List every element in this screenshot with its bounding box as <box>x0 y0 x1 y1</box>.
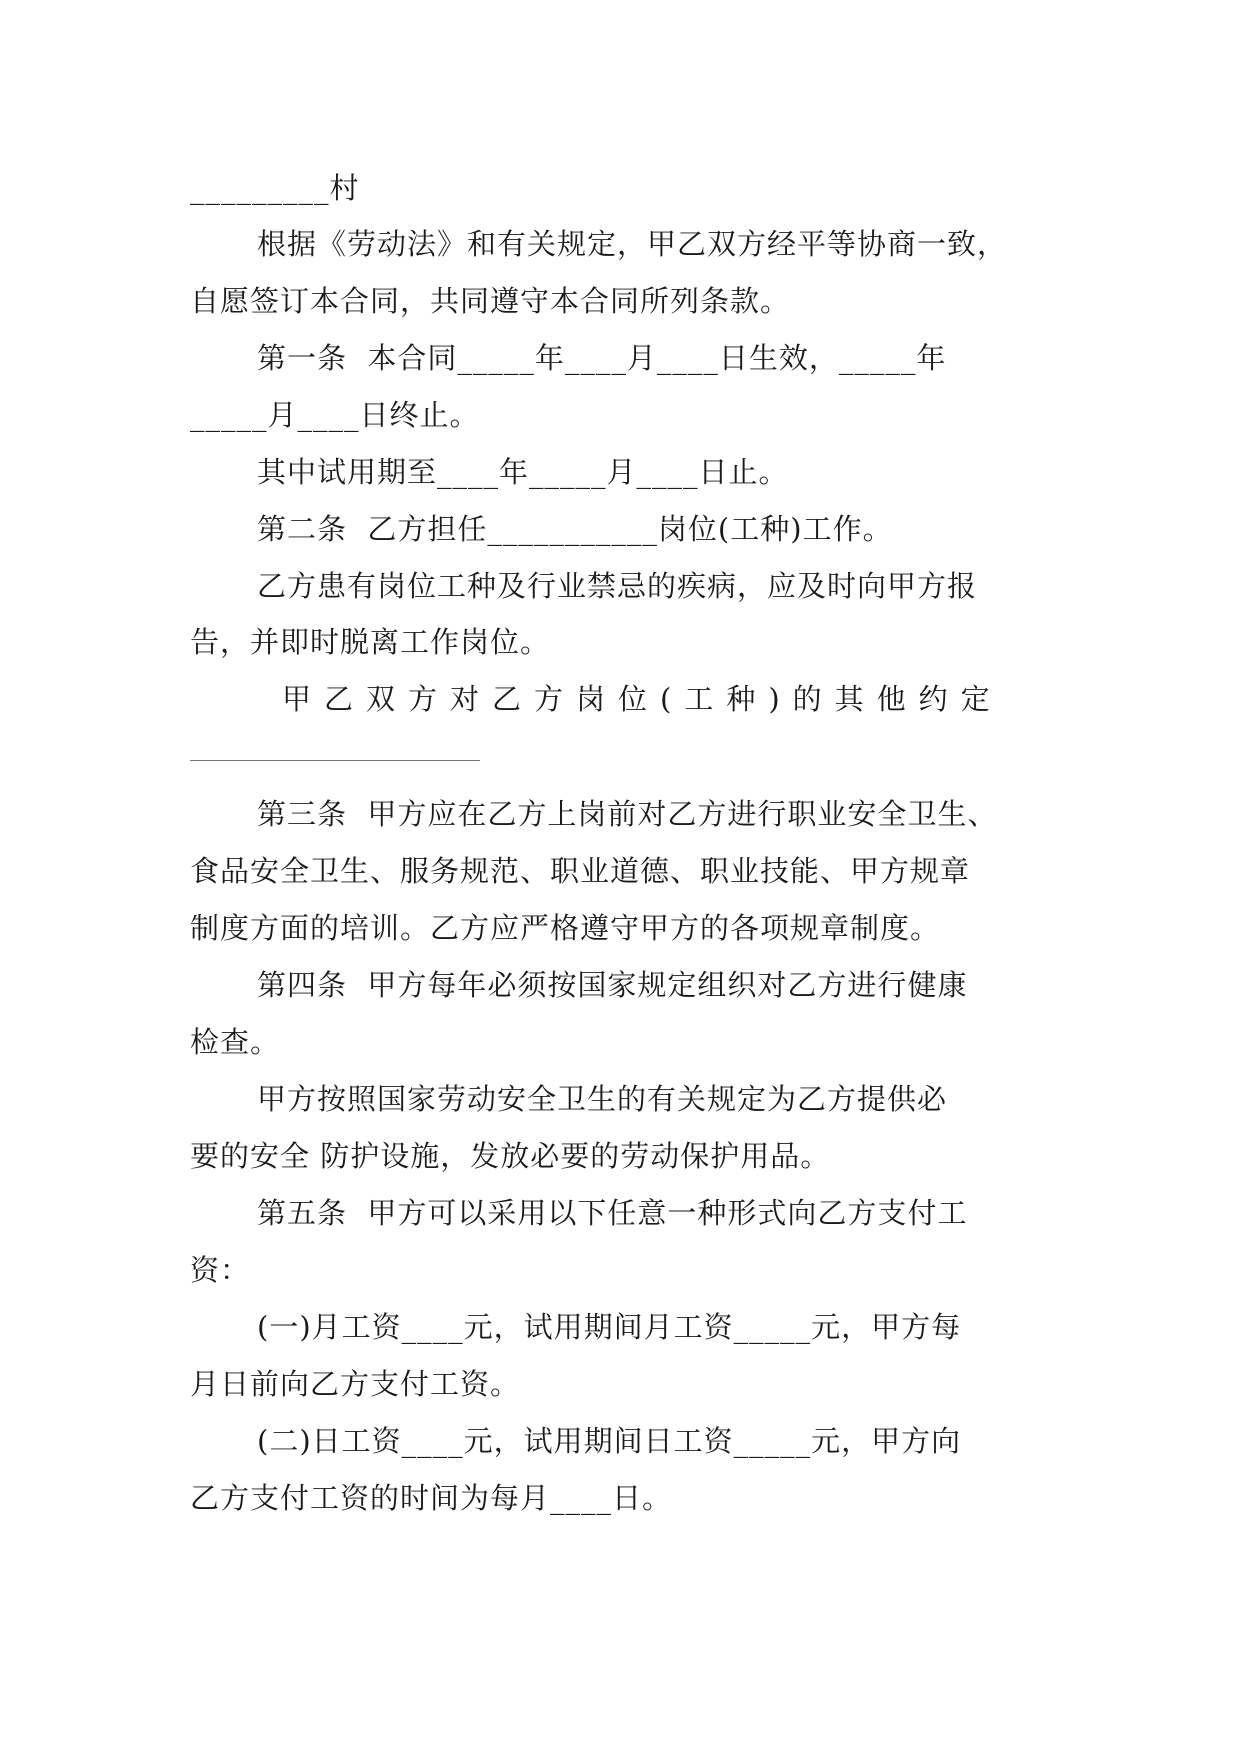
illness-line-2: 告，并即时脱离工作岗位。 <box>190 625 551 659</box>
safety-line-1: 甲方按照国家劳动安全卫生的有关规定为乙方提供必 <box>257 1082 948 1116</box>
monthly-wage-line-2: 月日前向乙方支付工资。 <box>190 1367 521 1401</box>
article-4-line-1: 第四条 甲方每年必须按国家规定组织对乙方进行健康 <box>257 968 968 1002</box>
article-1-line-2: _____月____日终止。 <box>190 398 480 432</box>
article-1-line-1: 第一条 本合同_____年____月____日生效，_____年 <box>257 341 947 375</box>
blank-rule <box>190 760 480 761</box>
daily-wage-line-2: 乙方支付工资的时间为每月____日。 <box>190 1481 673 1515</box>
article-3-line-1: 第三条 甲方应在乙方上岗前对乙方进行职业安全卫生、 <box>257 797 998 831</box>
monthly-wage-line-1: (一)月工资____元，试用期间月工资_____元，甲方每 <box>257 1310 962 1344</box>
probation-line: 其中试用期至____年_____月____日止。 <box>257 455 789 489</box>
article-3-line-3: 制度方面的培训。乙方应严格遵守甲方的各项规章制度。 <box>190 911 941 945</box>
article-2-line: 第二条 乙方担任___________岗位(工种)工作。 <box>257 512 893 546</box>
other-agreement-line: 甲乙双方对乙方岗位(工种)的其他约定 <box>282 682 1003 716</box>
article-4-line-2: 检查。 <box>190 1025 281 1059</box>
preamble-line-1: 根据《劳动法》和有关规定，甲乙双方经平等协商一致， <box>257 227 1008 261</box>
article-5-line-2: 资： <box>190 1253 251 1287</box>
article-3-line-2: 食品安全卫生、服务规范、职业道德、职业技能、甲方规章 <box>190 854 971 888</box>
preamble-line-2: 自愿签订本合同，共同遵守本合同所列条款。 <box>190 284 791 318</box>
article-5-line-1: 第五条 甲方可以采用以下任意一种形式向乙方支付工 <box>257 1196 968 1230</box>
daily-wage-line-1: (二)日工资____元，试用期间日工资_____元，甲方向 <box>257 1424 962 1458</box>
illness-line-1: 乙方患有岗位工种及行业禁忌的疾病，应及时向甲方报 <box>257 569 978 603</box>
village-line: _________村 <box>190 171 360 205</box>
safety-line-2: 要的安全 防护设施，发放必要的劳动保护用品。 <box>190 1139 831 1173</box>
